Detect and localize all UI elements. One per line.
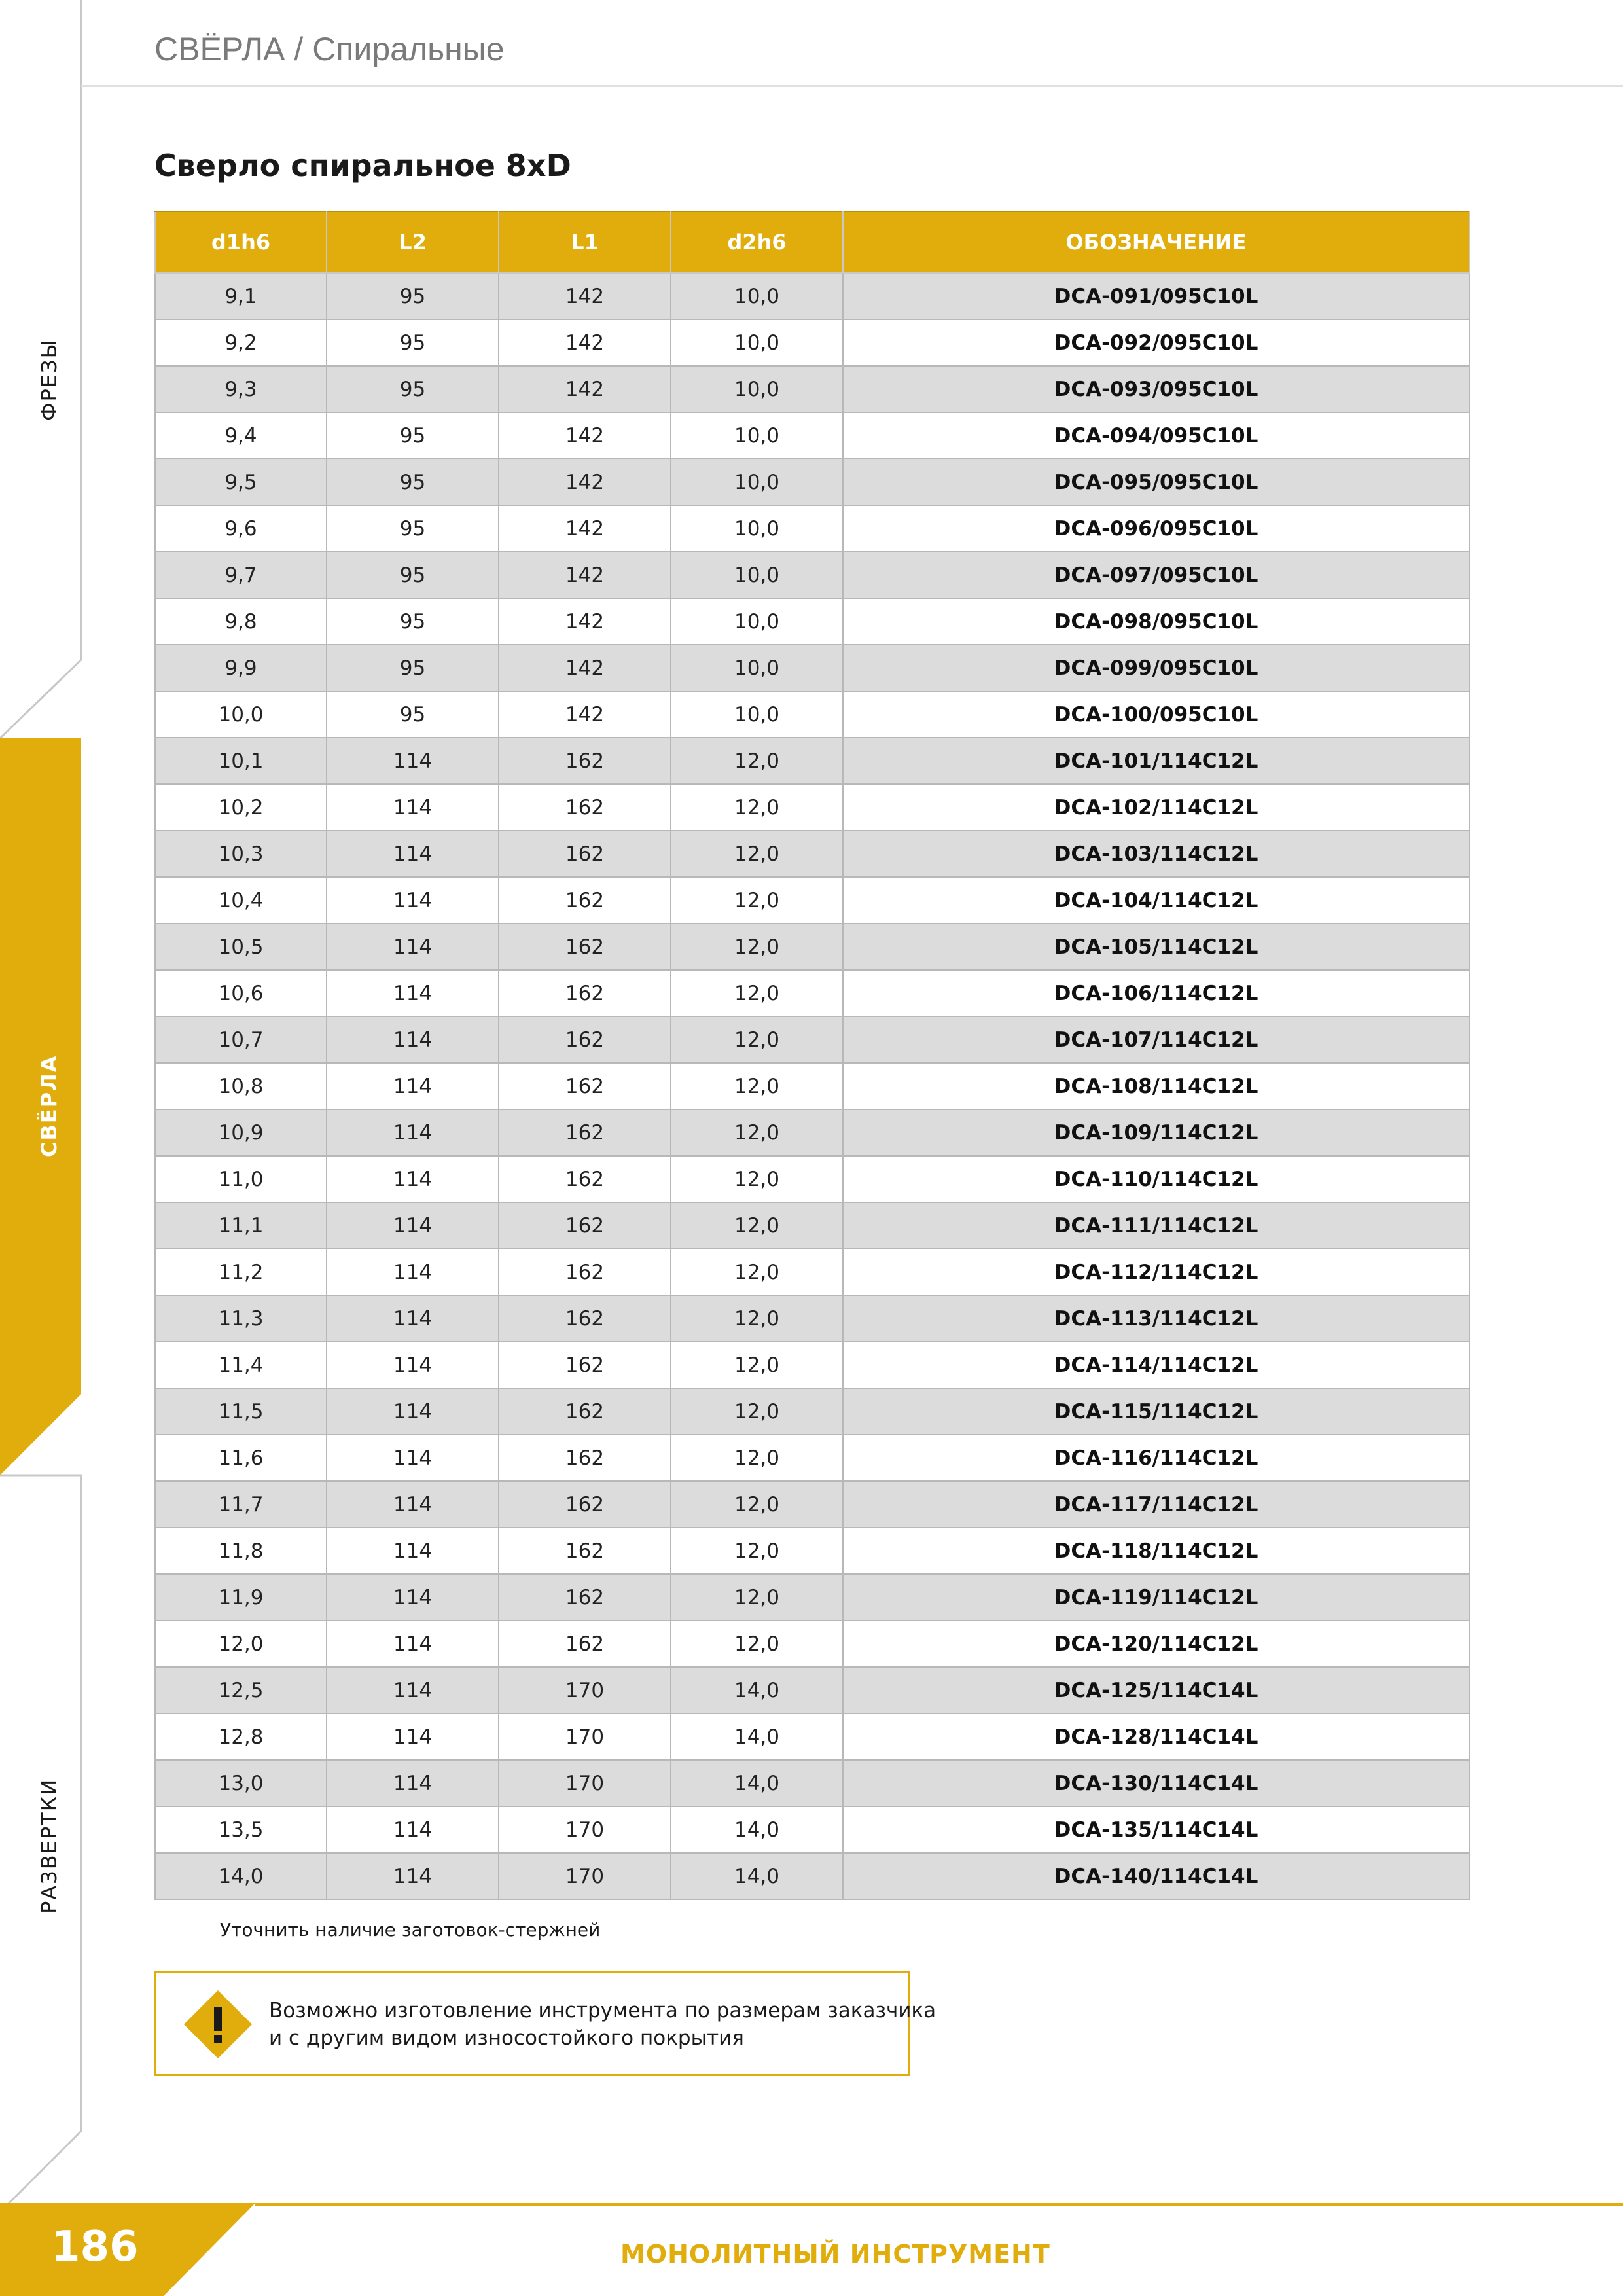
table-row [155, 1342, 1469, 1388]
cell-l1: 162 [499, 831, 671, 877]
cell-designation: DCA-115/114C12L [843, 1388, 1469, 1435]
cell-l2: 114 [327, 1202, 499, 1249]
cell-d2h6: 12,0 [671, 1481, 843, 1528]
cell-l1: 162 [499, 1621, 671, 1667]
notice-box [154, 1971, 936, 2076]
cell-l1: 162 [499, 1063, 671, 1109]
cell-d2h6: 10,0 [671, 645, 843, 691]
cell-l1: 162 [499, 1574, 671, 1621]
cell-l2: 114 [327, 1156, 499, 1202]
section-title: СВЁРЛА / Спиральные [154, 31, 505, 67]
cell-d2h6: 12,0 [671, 738, 843, 784]
table-row [155, 1621, 1469, 1667]
cell-l1: 142 [499, 459, 671, 505]
cell-d2h6: 12,0 [671, 1295, 843, 1342]
cell-d1h6: 10,7 [155, 1016, 327, 1063]
cell-l1: 162 [499, 1342, 671, 1388]
table-row [155, 1109, 1469, 1156]
table-row [155, 1202, 1469, 1249]
cell-d2h6: 14,0 [671, 1806, 843, 1853]
cell-d1h6: 11,5 [155, 1388, 327, 1435]
column-header-d1h6: d1h6 [155, 211, 327, 273]
cell-d2h6: 14,0 [671, 1667, 843, 1713]
cell-l2: 95 [327, 319, 499, 366]
product-title: Сверло спиральное 8xD [154, 148, 571, 183]
cell-l1: 142 [499, 412, 671, 459]
cell-l2: 95 [327, 505, 499, 552]
cell-d2h6: 12,0 [671, 1016, 843, 1063]
table-row [155, 1063, 1469, 1109]
cell-d2h6: 10,0 [671, 319, 843, 366]
spec-table-container [154, 211, 1469, 1900]
cell-l2: 114 [327, 1016, 499, 1063]
table-row [155, 691, 1469, 738]
cell-d2h6: 12,0 [671, 1063, 843, 1109]
cell-designation: DCA-104/114C12L [843, 877, 1469, 924]
cell-designation: DCA-092/095C10L [843, 319, 1469, 366]
table-row [155, 738, 1469, 784]
cell-l2: 114 [327, 738, 499, 784]
cell-l2: 95 [327, 459, 499, 505]
cell-d1h6: 10,3 [155, 831, 327, 877]
cell-d2h6: 14,0 [671, 1760, 843, 1806]
cell-designation: DCA-103/114C12L [843, 831, 1469, 877]
cell-d1h6: 10,0 [155, 691, 327, 738]
tab-sverla[interactable]: СВЁРЛА [37, 1054, 62, 1158]
cell-designation: DCA-110/114C12L [843, 1156, 1469, 1202]
table-row [155, 366, 1469, 412]
cell-l2: 114 [327, 1667, 499, 1713]
cell-d1h6: 11,7 [155, 1481, 327, 1528]
cell-d2h6: 10,0 [671, 459, 843, 505]
cell-designation: DCA-140/114C14L [843, 1853, 1469, 1899]
cell-designation: DCA-097/095C10L [843, 552, 1469, 598]
cell-l1: 162 [499, 1202, 671, 1249]
cell-designation: DCA-113/114C12L [843, 1295, 1469, 1342]
cell-l1: 162 [499, 1528, 671, 1574]
cell-d2h6: 10,0 [671, 598, 843, 645]
cell-l1: 170 [499, 1667, 671, 1713]
cell-d2h6: 12,0 [671, 877, 843, 924]
cell-d1h6: 10,8 [155, 1063, 327, 1109]
notice-line-1: Возможно изготовление инструмента по размерам заказчика [269, 1999, 936, 2022]
cell-l2: 95 [327, 366, 499, 412]
cell-l1: 170 [499, 1713, 671, 1760]
table-row [155, 1249, 1469, 1295]
table-row [155, 412, 1469, 459]
cell-l1: 170 [499, 1760, 671, 1806]
table-row [155, 1574, 1469, 1621]
cell-l2: 114 [327, 784, 499, 831]
table-row [155, 1528, 1469, 1574]
page-number: 186 [51, 2223, 139, 2271]
cell-d1h6: 9,1 [155, 273, 327, 319]
table-row [155, 831, 1469, 877]
cell-d1h6: 10,5 [155, 924, 327, 970]
cell-d1h6: 13,0 [155, 1760, 327, 1806]
cell-l2: 114 [327, 1574, 499, 1621]
cell-l2: 95 [327, 412, 499, 459]
cell-d1h6: 11,6 [155, 1435, 327, 1481]
cell-designation: DCA-109/114C12L [843, 1109, 1469, 1156]
table-row [155, 1481, 1469, 1528]
cell-l1: 142 [499, 552, 671, 598]
table-row [155, 459, 1469, 505]
tab-razvertki[interactable]: РАЗВЕРТКИ [37, 1778, 62, 1914]
cell-l2: 114 [327, 970, 499, 1016]
cell-l2: 114 [327, 1713, 499, 1760]
cell-d2h6: 10,0 [671, 691, 843, 738]
cell-l1: 162 [499, 1109, 671, 1156]
cell-d1h6: 9,6 [155, 505, 327, 552]
cell-d1h6: 9,4 [155, 412, 327, 459]
cell-l2: 95 [327, 552, 499, 598]
cell-l2: 95 [327, 273, 499, 319]
cell-d2h6: 12,0 [671, 1249, 843, 1295]
cell-l1: 162 [499, 1481, 671, 1528]
cell-d1h6: 13,5 [155, 1806, 327, 1853]
cell-designation: DCA-112/114C12L [843, 1249, 1469, 1295]
column-header-l2: L2 [327, 211, 499, 273]
cell-designation: DCA-102/114C12L [843, 784, 1469, 831]
cell-l1: 162 [499, 784, 671, 831]
cell-d2h6: 10,0 [671, 552, 843, 598]
warning-icon [181, 1988, 255, 2061]
cell-l2: 114 [327, 1481, 499, 1528]
cell-designation: DCA-108/114C12L [843, 1063, 1469, 1109]
cell-l1: 142 [499, 645, 671, 691]
cell-d1h6: 14,0 [155, 1853, 327, 1899]
cell-designation: DCA-130/114C14L [843, 1760, 1469, 1806]
notice-text [269, 1997, 936, 2052]
cell-l2: 114 [327, 1435, 499, 1481]
cell-designation: DCA-105/114C12L [843, 924, 1469, 970]
cell-l2: 114 [327, 831, 499, 877]
cell-l1: 162 [499, 738, 671, 784]
cell-d1h6: 11,2 [155, 1249, 327, 1295]
table-body [155, 273, 1469, 1899]
cell-designation: DCA-114/114C12L [843, 1342, 1469, 1388]
page-footer [0, 2203, 1623, 2296]
notice-line-2: и с другим видом износостойкого покрытия [269, 2026, 744, 2050]
table-row [155, 1016, 1469, 1063]
cell-designation: DCA-093/095C10L [843, 366, 1469, 412]
cell-designation: DCA-106/114C12L [843, 970, 1469, 1016]
cell-d2h6: 12,0 [671, 1202, 843, 1249]
cell-l2: 114 [327, 1528, 499, 1574]
cell-d2h6: 14,0 [671, 1713, 843, 1760]
cell-d2h6: 10,0 [671, 412, 843, 459]
cell-d1h6: 11,9 [155, 1574, 327, 1621]
cell-d1h6: 9,8 [155, 598, 327, 645]
cell-d2h6: 10,0 [671, 505, 843, 552]
cell-designation: DCA-098/095C10L [843, 598, 1469, 645]
cell-designation: DCA-091/095C10L [843, 273, 1469, 319]
table-row [155, 924, 1469, 970]
cell-l2: 114 [327, 1295, 499, 1342]
cell-d1h6: 11,3 [155, 1295, 327, 1342]
cell-l1: 162 [499, 1435, 671, 1481]
cell-l1: 162 [499, 924, 671, 970]
cell-d2h6: 12,0 [671, 1528, 843, 1574]
cell-d1h6: 10,2 [155, 784, 327, 831]
cell-designation: DCA-107/114C12L [843, 1016, 1469, 1063]
cell-l2: 114 [327, 1621, 499, 1667]
table-row [155, 552, 1469, 598]
cell-d1h6: 11,1 [155, 1202, 327, 1249]
cell-l1: 142 [499, 598, 671, 645]
column-header-l1: L1 [499, 211, 671, 273]
cell-designation: DCA-101/114C12L [843, 738, 1469, 784]
table-row [155, 1388, 1469, 1435]
cell-d2h6: 12,0 [671, 1342, 843, 1388]
stock-note: Уточнить наличие заготовок-стержней [220, 1919, 601, 1941]
cell-designation: DCA-096/095C10L [843, 505, 1469, 552]
cell-designation: DCA-128/114C14L [843, 1713, 1469, 1760]
cell-l2: 114 [327, 924, 499, 970]
table-row [155, 1435, 1469, 1481]
cell-d2h6: 12,0 [671, 1574, 843, 1621]
cell-l2: 114 [327, 1109, 499, 1156]
cell-l1: 162 [499, 1388, 671, 1435]
header-divider [81, 85, 1623, 87]
cell-d1h6: 10,1 [155, 738, 327, 784]
cell-designation: DCA-135/114C14L [843, 1806, 1469, 1853]
cell-designation: DCA-120/114C12L [843, 1621, 1469, 1667]
cell-l1: 162 [499, 970, 671, 1016]
cell-designation: DCA-094/095C10L [843, 412, 1469, 459]
cell-l2: 114 [327, 1806, 499, 1853]
table-row [155, 970, 1469, 1016]
table-row [155, 1713, 1469, 1760]
cell-d1h6: 11,0 [155, 1156, 327, 1202]
table-row [155, 505, 1469, 552]
column-header-d2h6: d2h6 [671, 211, 843, 273]
table-header-row [155, 211, 1469, 273]
cell-l1: 170 [499, 1853, 671, 1899]
table-row [155, 1760, 1469, 1806]
cell-designation: DCA-125/114C14L [843, 1667, 1469, 1713]
cell-d1h6: 12,0 [155, 1621, 327, 1667]
cell-l2: 114 [327, 1249, 499, 1295]
cell-l1: 162 [499, 877, 671, 924]
cell-d2h6: 10,0 [671, 273, 843, 319]
cell-designation: DCA-116/114C12L [843, 1435, 1469, 1481]
cell-d1h6: 10,4 [155, 877, 327, 924]
cell-l2: 114 [327, 1388, 499, 1435]
cell-l1: 142 [499, 319, 671, 366]
cell-d1h6: 12,8 [155, 1713, 327, 1760]
table-row [155, 645, 1469, 691]
cell-l1: 142 [499, 366, 671, 412]
cell-l1: 162 [499, 1295, 671, 1342]
cell-d2h6: 12,0 [671, 1435, 843, 1481]
cell-designation: DCA-100/095C10L [843, 691, 1469, 738]
cell-l2: 95 [327, 645, 499, 691]
tab-frezy[interactable]: ФРЕЗЫ [37, 338, 62, 421]
cell-l1: 142 [499, 691, 671, 738]
cell-l1: 170 [499, 1806, 671, 1853]
cell-l2: 114 [327, 1760, 499, 1806]
table-row [155, 1667, 1469, 1713]
cell-l2: 114 [327, 1853, 499, 1899]
table-row [155, 784, 1469, 831]
cell-d2h6: 10,0 [671, 366, 843, 412]
footer-brand: МОНОЛИТНЫЙ ИНСТРУМЕНТ [620, 2240, 1050, 2269]
cell-l2: 114 [327, 1342, 499, 1388]
cell-d1h6: 11,8 [155, 1528, 327, 1574]
cell-designation: DCA-119/114C12L [843, 1574, 1469, 1621]
cell-l1: 162 [499, 1016, 671, 1063]
cell-designation: DCA-095/095C10L [843, 459, 1469, 505]
table-row [155, 1156, 1469, 1202]
cell-l2: 95 [327, 691, 499, 738]
cell-d1h6: 9,2 [155, 319, 327, 366]
cell-d1h6: 12,5 [155, 1667, 327, 1713]
cell-d1h6: 9,5 [155, 459, 327, 505]
cell-d2h6: 12,0 [671, 831, 843, 877]
cell-d1h6: 9,9 [155, 645, 327, 691]
side-tab-navigation [0, 0, 92, 2296]
cell-l1: 162 [499, 1156, 671, 1202]
column-header-designation: ОБОЗНАЧЕНИЕ [843, 211, 1469, 273]
table-row [155, 598, 1469, 645]
cell-d2h6: 12,0 [671, 924, 843, 970]
table-row [155, 1806, 1469, 1853]
cell-d2h6: 12,0 [671, 1621, 843, 1667]
cell-d1h6: 10,9 [155, 1109, 327, 1156]
cell-l1: 142 [499, 273, 671, 319]
table-row [155, 273, 1469, 319]
cell-l1: 162 [499, 1249, 671, 1295]
cell-d1h6: 9,7 [155, 552, 327, 598]
cell-l2: 95 [327, 598, 499, 645]
cell-l2: 114 [327, 877, 499, 924]
table-row [155, 319, 1469, 366]
cell-designation: DCA-111/114C12L [843, 1202, 1469, 1249]
cell-d2h6: 14,0 [671, 1853, 843, 1899]
cell-l2: 114 [327, 1063, 499, 1109]
cell-d1h6: 9,3 [155, 366, 327, 412]
cell-designation: DCA-117/114C12L [843, 1481, 1469, 1528]
cell-d2h6: 12,0 [671, 1388, 843, 1435]
cell-d2h6: 12,0 [671, 1156, 843, 1202]
cell-d1h6: 10,6 [155, 970, 327, 1016]
table-row [155, 877, 1469, 924]
table-row [155, 1853, 1469, 1899]
table-row [155, 1295, 1469, 1342]
cell-d2h6: 12,0 [671, 784, 843, 831]
cell-d2h6: 12,0 [671, 970, 843, 1016]
cell-l1: 142 [499, 505, 671, 552]
cell-d2h6: 12,0 [671, 1109, 843, 1156]
cell-d1h6: 11,4 [155, 1342, 327, 1388]
cell-designation: DCA-099/095C10L [843, 645, 1469, 691]
cell-designation: DCA-118/114C12L [843, 1528, 1469, 1574]
spec-table [154, 211, 1470, 1900]
